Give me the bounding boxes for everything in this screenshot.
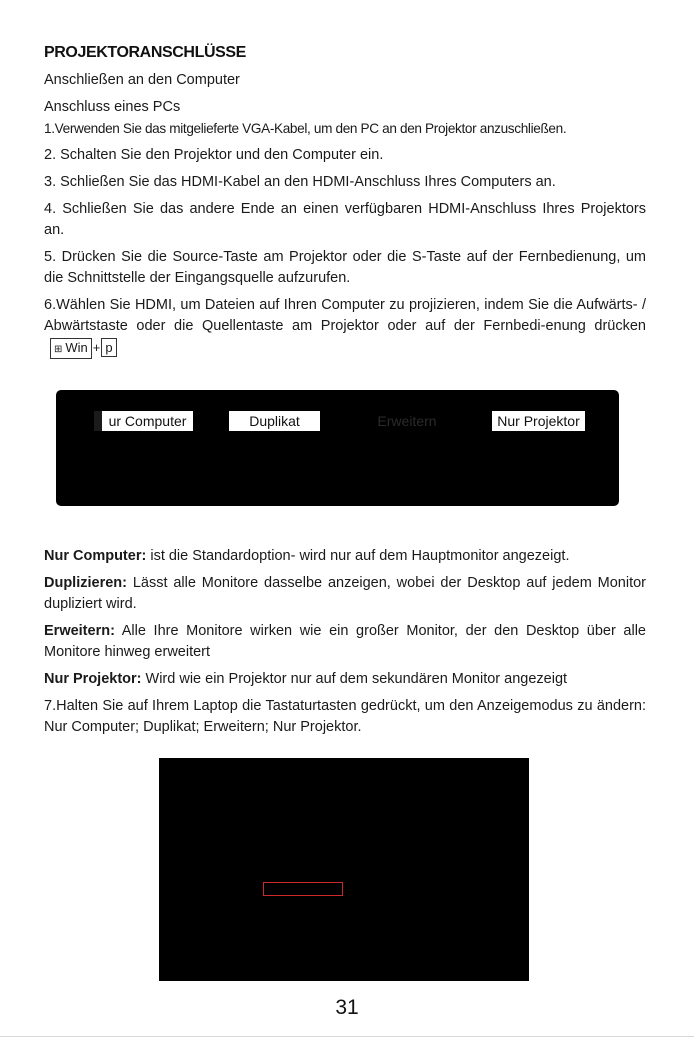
option-nur-computer-label: ur Computer bbox=[108, 413, 187, 429]
option-duplikat: Duplikat bbox=[229, 411, 320, 431]
term-label: Duplizieren: bbox=[44, 575, 127, 591]
step-3: 3. Schließen Sie das HDMI-Kabel an den HDMI-Anschluss Ihres Computers an. bbox=[44, 174, 556, 190]
term-text: Alle Ihre Monitore wirken wie ein großer Monitor, der den Desktop über alle Monitore hinweg erweitert bbox=[44, 623, 646, 660]
display-mode-screenshot bbox=[56, 390, 619, 506]
term-text: Wird wie ein Projektor nur auf dem sekundären Monitor angezeigt bbox=[141, 671, 568, 687]
step-1: 1.Verwenden Sie das mitgelieferte VGA-Kabel, um den PC an den Projektor anzuschließen. bbox=[44, 121, 567, 136]
laptop-screen-screenshot bbox=[159, 758, 529, 981]
main-content bbox=[44, 44, 646, 365]
section-heading: PROJEKTORANSCHLÜSSE bbox=[44, 44, 246, 61]
win-key-label: Win bbox=[65, 340, 88, 355]
term-text: ist die Standardoption- wird nur auf dem Hauptmonitor angezeigt. bbox=[146, 548, 570, 564]
definition-nur-computer bbox=[44, 546, 646, 567]
step-7: 7.Halten Sie auf Ihrem Laptop die Tastaturtasten gedrückt, um den Anzeigemodus zu ändern: Nur Computer; Duplikat; Erweitern; Nur Projektor. bbox=[44, 698, 646, 735]
step-6-text: 6.Wählen Sie HDMI, um Dateien auf Ihren Computer zu projizieren, indem Sie die Aufwärts- / Abwärtstaste oder die Quellentaste am Projektor oder auf der Fernbedi-enung drücken bbox=[44, 297, 646, 334]
step-2: 2. Schalten Sie den Projektor und den Computer ein. bbox=[44, 147, 384, 163]
mode-descriptions bbox=[44, 546, 646, 744]
intro-line-1: Anschließen an den Computer bbox=[44, 72, 240, 88]
p-key: p bbox=[101, 338, 116, 357]
definition-duplizieren bbox=[44, 573, 646, 615]
intro-line-2: Anschluss eines PCs bbox=[44, 99, 181, 115]
definition-erweitern bbox=[44, 621, 646, 663]
term-label: Nur Computer: bbox=[44, 548, 147, 564]
windows-icon: ⊞ bbox=[54, 344, 63, 355]
step-5: 5. Drücken Sie die Source-Taste am Projektor oder die S-Taste auf der Fernbedienung, um die Schnittstelle der Eingangsquelle aufzurufen. bbox=[44, 249, 646, 286]
plus-sign: + bbox=[92, 340, 101, 355]
term-label: Erweitern: bbox=[44, 623, 115, 639]
highlight-box bbox=[263, 882, 343, 896]
option-erweitern: Erweitern bbox=[377, 413, 437, 429]
term-text: Lässt alle Monitore dasselbe anzeigen, wobei der Desktop auf jedem Monitor dupliziert wird. bbox=[44, 575, 646, 612]
option-nur-projektor: Nur Projektor bbox=[492, 411, 585, 431]
term-label: Nur Projektor: bbox=[44, 671, 142, 687]
step-6 bbox=[44, 295, 646, 359]
step-4: 4. Schließen Sie das andere Ende an einen verfügbaren HDMI-Anschluss Ihres Projektors an. bbox=[44, 201, 646, 238]
win-key bbox=[50, 338, 92, 359]
cropped-letter-area bbox=[94, 411, 102, 431]
bottom-divider bbox=[0, 1036, 694, 1037]
definition-nur-projektor bbox=[44, 669, 646, 690]
option-nur-computer bbox=[102, 411, 193, 431]
page-number: 31 bbox=[335, 996, 359, 1019]
